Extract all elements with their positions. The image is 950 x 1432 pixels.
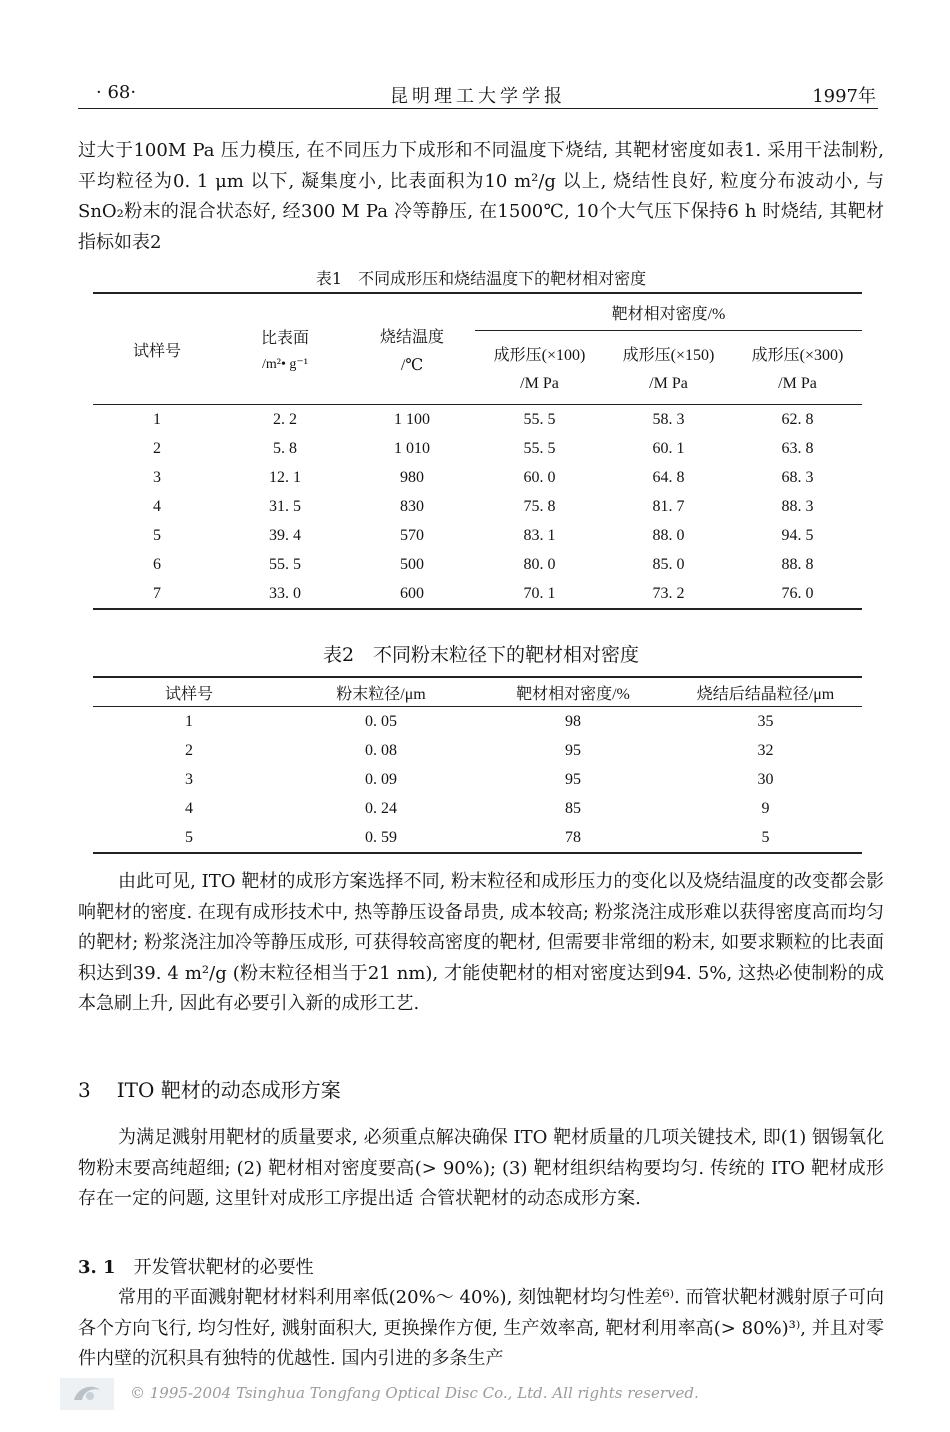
table-cell: 39. 4 bbox=[269, 526, 301, 544]
table-cell: 60. 0 bbox=[523, 468, 556, 486]
table-cell: 94. 5 bbox=[781, 526, 814, 544]
table-cell: 5 bbox=[153, 526, 161, 544]
section-3-1-number: 3. 1 bbox=[78, 1257, 116, 1278]
publisher-logo-icon bbox=[60, 1378, 114, 1410]
table-cell: 2. 2 bbox=[273, 410, 297, 428]
t1-header-sinter-temp bbox=[349, 293, 475, 405]
table-cell: 5. 8 bbox=[273, 439, 297, 457]
table-cell: 1 010 bbox=[394, 439, 430, 457]
table-cell: 980 bbox=[400, 468, 424, 486]
copyright-notice: © 1995-2004 Tsinghua Tongfang Optical Disc Co., Ltd. All rights reserved. bbox=[130, 1384, 699, 1402]
table1-caption: 表1 不同成形压和烧结温度下的靶材相对密度 bbox=[315, 269, 647, 288]
table-cell: 500 bbox=[400, 555, 424, 573]
table-cell: 0. 05 bbox=[365, 712, 397, 730]
table-row bbox=[93, 550, 862, 579]
section-3-number: 3 bbox=[78, 1078, 91, 1102]
section-3-heading bbox=[78, 1074, 341, 1103]
table-cell: 600 bbox=[400, 584, 424, 602]
table-cell: 70. 1 bbox=[523, 584, 556, 602]
table-cell: 0. 24 bbox=[365, 799, 397, 817]
table-row bbox=[93, 434, 862, 463]
table-cell: 55. 5 bbox=[269, 555, 301, 573]
t1-header-press150-unit: /M Pa bbox=[649, 375, 688, 393]
t1-header-press150-label: 成形压(×150) bbox=[622, 347, 715, 365]
table-cell: 62. 8 bbox=[781, 410, 814, 428]
t1-header-press150 bbox=[604, 331, 733, 405]
table-cell: 0. 08 bbox=[365, 741, 397, 759]
t2-header-particle-size: 粉末粒径/μm bbox=[285, 677, 477, 707]
table-cell: 570 bbox=[400, 526, 424, 544]
t1-header-density-group: 靶材相对密度/% bbox=[475, 293, 862, 331]
t2-header-density: 靶材相对密度/% bbox=[477, 677, 669, 707]
table-row bbox=[93, 463, 862, 492]
table-cell: 0. 59 bbox=[365, 828, 397, 846]
table-cell: 5 bbox=[761, 828, 770, 846]
table-cell: 7 bbox=[153, 584, 161, 602]
table-row bbox=[93, 521, 862, 550]
table-row bbox=[93, 794, 862, 823]
table-cell: 2 bbox=[153, 439, 161, 457]
page-footer bbox=[60, 1376, 900, 1412]
table-row bbox=[93, 765, 862, 794]
table2-caption: 表2 不同粉末粒径下的靶材相对密度 bbox=[322, 644, 640, 666]
t1-header-press100-label: 成形压(×100) bbox=[493, 347, 586, 365]
t1-header-press300-unit: /M Pa bbox=[778, 375, 817, 393]
table-cell: 35 bbox=[757, 712, 774, 730]
table-cell: 5 bbox=[185, 828, 193, 846]
table-cell: 88. 8 bbox=[781, 555, 814, 573]
t1-header-press100-unit: /M Pa bbox=[520, 375, 559, 393]
intro-paragraph: 过大于100M Pa 压力模压, 在不同压力下成形和不同温度下烧结, 其靶材密度如表1. 采用干法制粉, 平均粒径为0. 1 μm 以下, 凝集度小, 比表面积为10 m²/g 以上, 烧结性良好, 粒度分布波动小, 与 SnO₂粉末的混合状态好, 经300 M Pa 冷等静压, 在1500℃, 10个大气压下保持6 h 时烧结, 其靶材指标如表2 bbox=[78, 140, 884, 253]
table-cell: 9 bbox=[761, 799, 770, 817]
table-cell: 4 bbox=[153, 497, 161, 515]
table-cell: 83. 1 bbox=[523, 526, 556, 544]
table-cell: 95 bbox=[565, 741, 581, 759]
table-cell: 32 bbox=[757, 741, 774, 759]
table-cell: 85. 0 bbox=[652, 555, 685, 573]
body-paragraph-4: 常用的平面溅射靶材材料利用率低(20%～ 40%), 刻蚀靶材均匀性差⁶⁾. 而管状靶材溅射原子可向各个方向飞行, 均匀性好, 溅射面积大, 更换操作方便, 生产效率高, 靶材利用率高(> 80%)³⁾, 并且对零件内壁的沉积具有独特的优越性. 国内引进的多条生产 bbox=[78, 1287, 884, 1369]
table-row bbox=[93, 823, 862, 853]
t1-header-surface-area bbox=[221, 293, 349, 405]
page-number: · 68· bbox=[96, 82, 137, 103]
section-3-title: ITO 靶材的动态成形方案 bbox=[116, 1078, 341, 1102]
t1-header-press300 bbox=[733, 331, 862, 405]
t1-header-sinter-temp-label: 烧结温度 bbox=[379, 328, 444, 346]
section-3-1-heading bbox=[78, 1253, 314, 1279]
table-cell: 30 bbox=[757, 770, 774, 788]
publication-year: 1997年 bbox=[812, 86, 876, 107]
table-cell: 58. 3 bbox=[652, 410, 685, 428]
table-cell: 1 100 bbox=[394, 410, 430, 428]
table-cell: 4 bbox=[185, 799, 193, 817]
table-cell: 63. 8 bbox=[781, 439, 814, 457]
table-cell: 31. 5 bbox=[269, 497, 301, 515]
table-cell: 81. 7 bbox=[652, 497, 685, 515]
table-cell: 3 bbox=[185, 770, 193, 788]
table-cell: 12. 1 bbox=[269, 468, 301, 486]
t1-header-press300-label: 成形压(×300) bbox=[751, 347, 844, 365]
table-cell: 3 bbox=[153, 468, 161, 486]
table2 bbox=[93, 676, 862, 854]
table-cell: 76. 0 bbox=[781, 584, 814, 602]
table-cell: 68. 3 bbox=[781, 468, 814, 486]
table-cell: 60. 1 bbox=[652, 439, 685, 457]
body-paragraph-3: 为满足溅射用靶材的质量要求, 必须重点解决确保 ITO 靶材质量的几项关键技术, 即(1) 铟锡氧化物粉末要高纯超细; (2) 靶材相对密度要高(> 90%); (3) 靶材组织结构要均匀. 传统的 ITO 靶材成形存在一定的问题, 这里针对成形工序提出适 合管状靶材的动态成形方案. bbox=[78, 1127, 884, 1209]
table-cell: 1 bbox=[185, 712, 193, 730]
table-cell: 78 bbox=[565, 828, 581, 846]
table-row bbox=[93, 579, 862, 609]
table-cell: 55. 5 bbox=[523, 410, 556, 428]
t1-header-press100 bbox=[475, 331, 604, 405]
t1-header-surface-area-unit: /m²• g⁻¹ bbox=[262, 357, 308, 372]
table-cell: 88. 0 bbox=[652, 526, 685, 544]
t2-header-grain-size: 烧结后结晶粒径/μm bbox=[669, 677, 862, 707]
table-cell: 6 bbox=[153, 555, 161, 573]
section-3-1-title: 开发管状靶材的必要性 bbox=[133, 1257, 314, 1278]
page-header bbox=[78, 80, 878, 109]
table-row bbox=[93, 492, 862, 521]
table-cell: 80. 0 bbox=[523, 555, 556, 573]
table-cell: 2 bbox=[185, 741, 193, 759]
table-row bbox=[93, 736, 862, 765]
table-cell: 33. 0 bbox=[269, 584, 301, 602]
journal-title: 昆明理工大学学报 bbox=[390, 86, 566, 107]
table-cell: 95 bbox=[565, 770, 581, 788]
table1 bbox=[93, 292, 862, 610]
table-cell: 55. 5 bbox=[523, 439, 556, 457]
table-cell: 64. 8 bbox=[652, 468, 685, 486]
t1-header-surface-area-label: 比表面 bbox=[260, 330, 309, 347]
table-cell: 98 bbox=[565, 712, 581, 730]
table-cell: 0. 09 bbox=[365, 770, 397, 788]
body-paragraph-2: 由此可见, ITO 靶材的成形方案选择不同, 粉末粒径和成形压力的变化以及烧结温度的改变都会影响靶材的密度. 在现有成形技术中, 热等静压设备昂贵, 成本较高; 粉浆浇注成形难以获得密度高而均匀的靶材; 粉浆浇注加冷等静压成形, 可获得较高密度的靶材, 但需要非常细的粉末, 如要求颗粒的比表面积达到39. 4 m²/g (粉末粒径相当于21 nm), 才能使靶材的相对密度达到94. 5%, 这热必使制粉的成本急刷上升, 因此有必要引入新的成形工艺. bbox=[78, 871, 884, 1014]
table-cell: 75. 8 bbox=[523, 497, 556, 515]
t2-header-sample: 试样号 bbox=[93, 677, 285, 707]
table-cell: 88. 3 bbox=[781, 497, 814, 515]
table-row bbox=[93, 405, 862, 435]
table-row bbox=[93, 707, 862, 737]
t1-header-sinter-temp-unit: /℃ bbox=[400, 356, 424, 374]
table-cell: 1 bbox=[153, 410, 161, 428]
t1-header-sample: 试样号 bbox=[93, 293, 221, 405]
table-cell: 73. 2 bbox=[652, 584, 685, 602]
table-cell: 85 bbox=[565, 799, 581, 817]
table-cell: 830 bbox=[400, 497, 424, 515]
